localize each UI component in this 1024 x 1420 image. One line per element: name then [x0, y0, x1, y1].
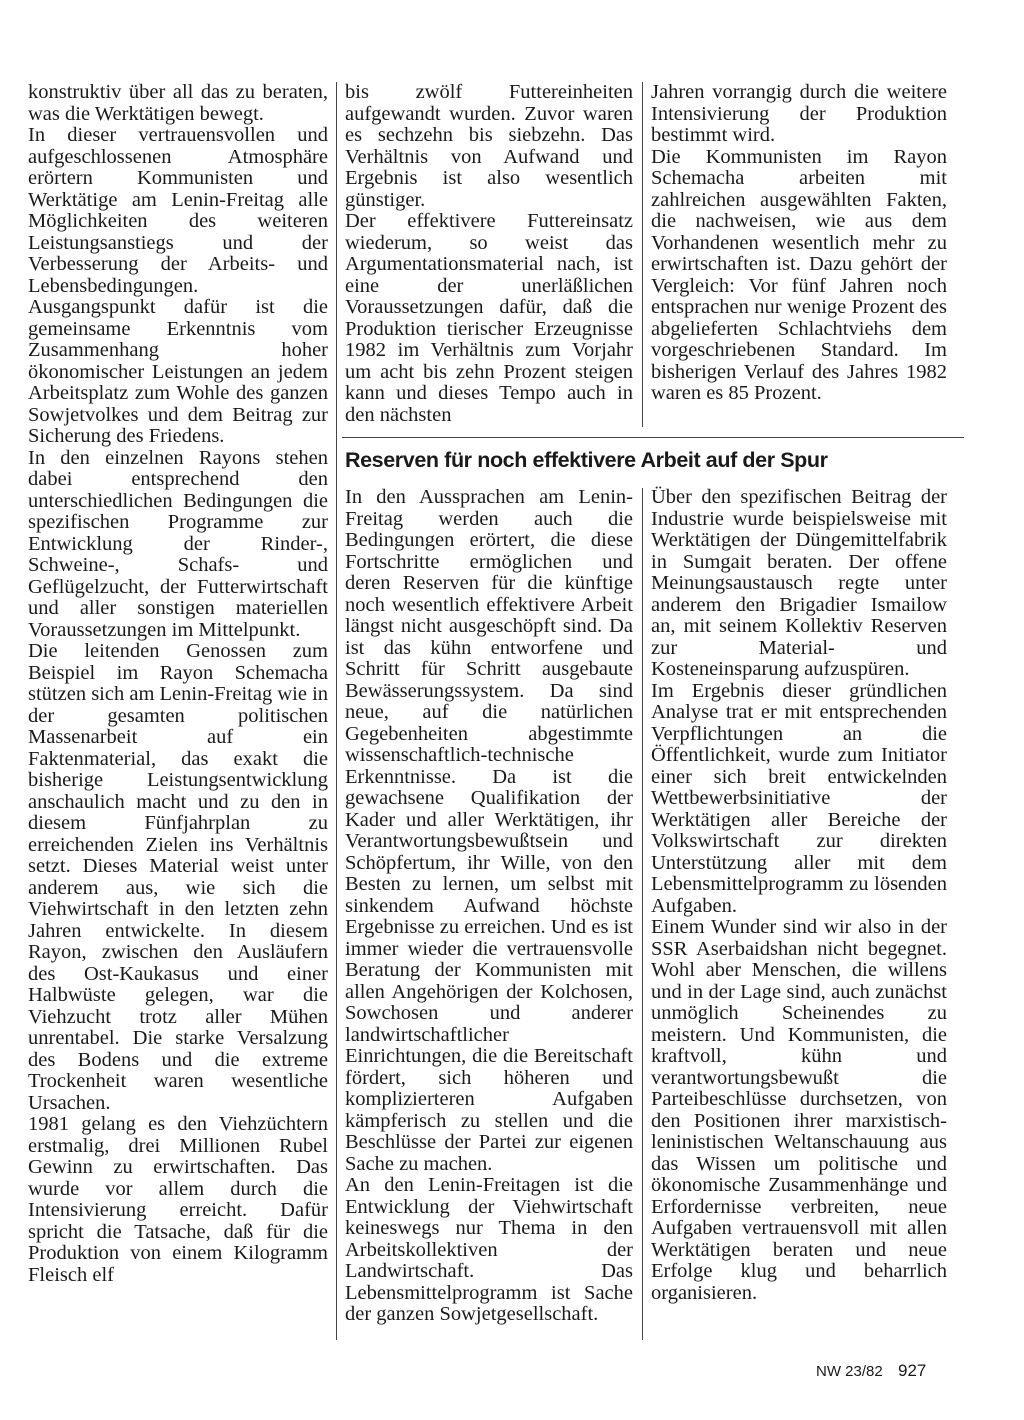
paragraph: Im Ergebnis dieser gründlichen Analyse trat er mit entsprechenden Verpflichtungen an die Öffentlichkeit, wurde zum Initiator einer sich breit entwickelnden Wettbewerbsinitiative der Werktätigen aller Bereiche der Volkswirtschaft zur direkten Unterstützung aller mit dem Lebensmittelprogramm zu lösenden Aufgaben.: [651, 679, 947, 917]
column-rule: [642, 82, 643, 427]
paragraph: Jahren vorrangig durch die weitere Intensivierung der Produktion bestimmt wird.: [651, 81, 947, 146]
paragraph: In den Aussprachen am Lenin-Freitag werden auch die Bedingungen erörtert, die diese Fortschritte ermöglichen und deren Reserven für die künftige noch wesentlich effektivere Arbeit längst nicht ausgeschöpft sind. Da ist das kühn entworfene und Schritt für Schritt ausgebaute Bewässerungssystem. Da sind neue, auf die natürlichen Gegebenheiten abgestimmte wissenschaftlich-technische Erkenntnisse. Da ist die gewachsene Qualifikation der Kader und aller Werktätigen, ihr Verantwortungsbewußtsein und Schöpfertum, ihr Wille, von den Besten zu lernen, um selbst mit sinkendem Aufwand höchste Ergebnisse zu erreichen. Und es ist immer wieder die vertrauensvolle Beratung der Kommunisten mit allen Angehörigen der Kolchosen, Sowchosen und anderer landwirtschaftlicher Einrichtungen, die die Bereitschaft fördert, sich höheren und komplizierteren Aufgaben kämpferisch zu stellen und die Beschlüsse der Partei zur eigenen Sache zu machen.: [345, 486, 633, 1175]
paragraph: bis zwölf Futtereinheiten aufgewandt wurden. Zuvor waren es sechzehn bis siebzehn. Das Verhältnis von Aufwand und Ergebnis ist also wesentlich günstiger.: [345, 81, 633, 211]
issue-label: NW 23/82: [816, 1363, 883, 1380]
column-rule: [642, 488, 643, 1340]
column-middle-bottom: [345, 487, 633, 1326]
paragraph: In dieser vertrauensvollen und aufgeschlossenen Atmosphäre erörtern Kommunisten und Werktätige am Lenin-Freitag alle Möglichkeiten des weiteren Leistungsanstiegs und der Verbesserung der Arbeits- und Lebensbedingungen. Ausgangspunkt dafür ist die gemeinsame Erkenntnis vom Zusammenhang hoher ökonomischer Leistungen an jedem Arbeitsplatz zum Wohle des ganzen Sowjetvolkes und dem Beitrag zur Sicherung des Friedens.: [28, 124, 328, 447]
section-headline: Reserven für noch effektivere Arbeit auf der Spur: [345, 448, 828, 472]
paragraph: Einem Wunder sind wir also in der SSR Aserbaidshan nicht begegnet. Wohl aber Menschen, die willens und in der Lage sind, auch zunächst unmöglich Scheinendes zu meistern. Und Kommunisten, die kraftvoll, kühn und verantwortungsbewußt die Parteibeschlüsse durchsetzen, von den Positionen ihrer marxistisch-leninistischen Weltanschauung aus das Wissen um politische und ökonomische Zusammenhänge und Erfordernisse verbreiten, neue Aufgaben vertrauensvoll mit allen Werktätigen beraten und neue Erfolge klug und beharrlich organisieren.: [651, 916, 947, 1304]
column-right-top: [651, 82, 947, 405]
paragraph: konstruktiv über all das zu beraten, was die Werktätigen bewegt.: [28, 81, 328, 125]
section-rule: [342, 437, 964, 438]
page-number: 927: [898, 1361, 927, 1380]
column-middle-top: [345, 82, 633, 426]
column-rule: [336, 82, 337, 1340]
paragraph: In den einzelnen Rayons stehen dabei entsprechend den unterschiedlichen Bedingungen die spezifischen Programme zur Entwicklung der Rinder-, Schweine-, Schafs- und Geflügelzucht, der Futterwirtschaft und aller sonstigen materiellen Voraussetzungen im Mittelpunkt.: [28, 446, 328, 641]
paragraph: Über den spezifischen Beitrag der Industrie wurde beispielsweise mit Werktätigen der Düngemittelfabrik in Sumgait beraten. Der offene Meinungsaustausch regte unter anderem den Brigadier Ismailow an, mit seinem Kollektiv Reserven zur Material- und Kosteneinsparung aufzuspüren.: [651, 486, 947, 680]
paragraph: Die leitenden Genossen zum Beispiel im Rayon Schemacha stützen sich am Lenin-Freitag wie in der gesamten politischen Massenarbeit auf ein Faktenmaterial, das exakt die bisherige Leistungsentwicklung anschaulich macht und zu den in diesem Fünfjahrplan zu erreichenden Zielen ins Verhältnis setzt. Dieses Material weist unter anderem aus, wie sich die Viehwirtschaft in den letzten zehn Jahren entwickelte. In diesem Rayon, zwischen den Ausläufern des Ost-Kaukasus und einer Halbwüste gelegen, war die Viehzucht trotz aller Mühen unrentabel. Die starke Versalzung des Bodens und die extreme Trockenheit waren wesentliche Ursachen.: [28, 640, 329, 1114]
paragraph: An den Lenin-Freitagen ist die Entwicklung der Viehwirtschaft keineswegs nur Thema in den Arbeitskollektiven der Landwirtschaft. Das Lebensmittelprogramm ist Sache der ganzen Sowjetgesellschaft.: [345, 1174, 633, 1325]
column-left: [28, 82, 328, 1286]
paragraph: Der effektivere Futtereinsatz wiederum, so weist das Argumentationsmaterial nach, ist eine der unerläßlichen Voraussetzungen dafür, daß die Produktion tierischer Erzeugnisse 1982 im Verhältnis zum Vorjahr um acht bis zehn Prozent steigen kann und dieses Tempo auch in den nächsten: [345, 210, 633, 426]
column-right-bottom: [651, 487, 947, 1304]
paragraph: Die Kommunisten im Rayon Schemacha arbeiten mit zahlreichen ausgewählten Fakten, die nachweisen, wie aus dem Vorhandenen wesentlich mehr zu erwirtschaften ist. Dazu gehört der Vergleich: Vor fünf Jahren noch entsprachen nur wenige Prozent des abgelieferten Schlachtviehs dem vorgeschriebenen Standard. Im bisherigen Verlauf des Jahres 1982 waren es 85 Prozent.: [651, 145, 947, 404]
paragraph: 1981 gelang es den Viehzüchtern erstmalig, drei Millionen Rubel Gewinn zu erwirtschaften. Das wurde vor allem durch die Intensivierung erreicht. Dafür spricht die Tatsache, daß für die Produktion von einem Kilogramm Fleisch elf: [28, 1113, 328, 1286]
